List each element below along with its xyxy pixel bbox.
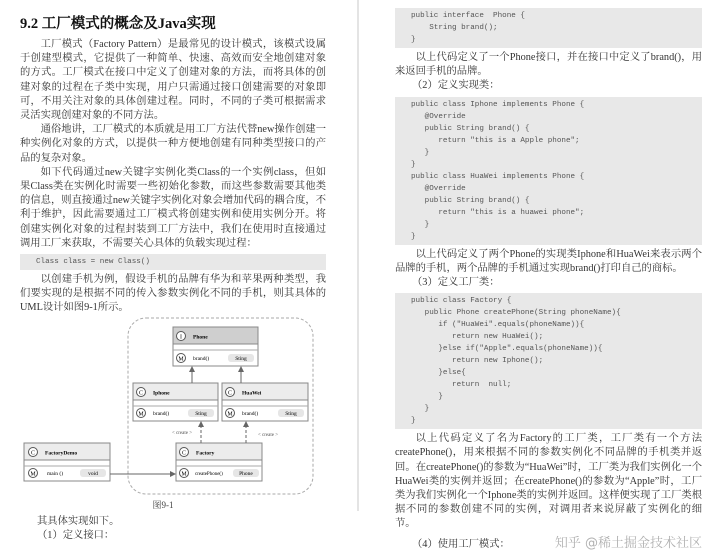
code-block-class: Class class = new Class() xyxy=(20,254,326,270)
return-type: Sting xyxy=(195,410,207,417)
uml-diagram xyxy=(0,316,336,496)
method-badge: M xyxy=(30,471,36,478)
method-name: brand() xyxy=(193,355,210,362)
badge: C xyxy=(138,390,144,397)
right-page xyxy=(395,0,702,552)
paragraph-implementation: 其具体实现如下。 xyxy=(37,515,120,527)
page-divider xyxy=(357,0,359,511)
code-block-interface: public interface Phone { String brand(); } xyxy=(395,8,702,48)
figure-caption: 图9-1 xyxy=(152,499,174,510)
method-badge: M xyxy=(178,356,184,363)
badge: C xyxy=(227,390,233,397)
paragraph-intro: 工厂模式（Factory Pattern）是最常见的设计模式，该模式设属于创建型模式，它提供了一种简单、快速、高效而安全地创建对象的方式。工厂模式在接口中定义了创建对象的方法，而将具体的创建对象的过程在子类中实现，用户只需通过接口创建需要的对象即可，不用关注对象的具体创建过程。同时，不同的子类可根据需求灵活实现创建对象的不同方法。 xyxy=(20,39,326,122)
uml-diagram-container xyxy=(0,316,336,496)
method-badge: M xyxy=(227,411,233,418)
left-page xyxy=(20,0,326,543)
method-name: main () xyxy=(47,470,64,477)
return-type: void xyxy=(88,470,98,477)
paragraph-essence: 通俗地讲，工厂模式的本质就是用工厂方法代替new操作创建一种实例化对象的方式，以提供一种方便地创建有同种类型接口的产品的复杂对象。 xyxy=(20,124,326,164)
class-name: Iphone xyxy=(153,390,170,397)
class-name: Factory xyxy=(196,450,215,457)
code-block-factory: public class Factory { public Phone createPhone(String phoneName){ if ("HuaWei".equals(phoneName)){ return new HuaWei(); }else if("Apple".equals(phoneName)){ return new Iphone(); }else{ return null; } } } xyxy=(395,293,702,429)
return-type: Sting xyxy=(285,410,297,417)
badge: I xyxy=(180,334,182,341)
class-iphone xyxy=(133,383,218,421)
paragraph-phone-example: 以创建手机为例，假设手机的品牌有华为和苹果两种类型，我们要实现的是根据不同的传入参数实例化不同的手机，则其具体的UML设计如图9-1所示。 xyxy=(20,274,326,314)
paragraph-new-keyword: 如下代码通过new关键字实例化类Class的一个实例class，但如果Class类在实例化时需要一些初始化参数，而这些参数需要其他类的信息，则直接通过new关键字实例化对象会增加代码的耦合度，不利于维护，因此需要通过工厂模式将创建实例和使用实例分开。将创建实例化对象的过程封装到工厂方法中，我们在使用时直接通过调用工厂来获取，不需要关心具体的负载实现过程： xyxy=(20,166,326,249)
paragraph-interface-desc: 以上代码定义了一个Phone接口，并在接口中定义了brand()，用来返回手机的品牌。 xyxy=(395,52,702,78)
class-phone xyxy=(173,327,258,366)
badge: C xyxy=(30,450,36,457)
method-name: brand() xyxy=(242,410,259,417)
return-type: Phone xyxy=(239,470,253,477)
method-name: createPhone() xyxy=(195,471,223,477)
class-factorydemo xyxy=(24,443,110,481)
class-name: HuaWei xyxy=(242,390,262,397)
code-block-implementations: public class Iphone implements Phone { @Override public String brand() { return "this is a Apple phone"; } } public class HuaWei implements Phone { @Override public String brand() { return "this is a huawei phone"; } } xyxy=(395,97,702,245)
step-2-label: （2）定义实现类： xyxy=(412,80,500,92)
paragraph-implementations-desc: 以上代码定义了两个Phone的实现类Iphone和HuaWei来表示两个品牌的手机，两个品牌的手机通过实现brand()打印自己的商标。 xyxy=(395,248,702,274)
step-3-label: （3）定义工厂类： xyxy=(412,277,500,289)
class-name: Phone xyxy=(193,334,208,341)
return-type: Sting xyxy=(235,355,247,362)
class-name: FactoryDemo xyxy=(45,450,78,457)
method-badge: M xyxy=(181,471,187,478)
watermark: 知乎 @稀土掘金技术社区 xyxy=(554,535,702,551)
method-name: brand() xyxy=(153,410,170,417)
class-factory xyxy=(176,443,262,481)
method-badge: M xyxy=(138,411,144,418)
badge: C xyxy=(181,450,187,457)
paragraph-factory-desc: 以上代码定义了名为Factory的工厂类，工厂类有一个方法createPhone()，用来根据不同的参数实例化不同品牌的手机类并返回。在createPhone()的参数为“HuaWei”时，工厂类为我们实例化一个HuaWei类的实例并返回；在createPhone()的参数为“Apple”时，工厂类为我们实例化一个Iphone类的实例并返回。这样便实现了工厂类根据不同的参数创建不同的实例，对调用者来说屏蔽了实例化的细节。 xyxy=(395,433,702,530)
create-label: < create > xyxy=(257,432,279,438)
section-title: 9.2 工厂模式的概念及Java实现 xyxy=(20,16,216,32)
step-1-label: （1）定义接口： xyxy=(37,529,115,541)
class-huawei xyxy=(222,383,308,421)
step-4-label: （4）使用工厂模式： xyxy=(412,538,510,550)
create-label: < create > xyxy=(171,430,193,436)
last-row xyxy=(395,532,702,552)
